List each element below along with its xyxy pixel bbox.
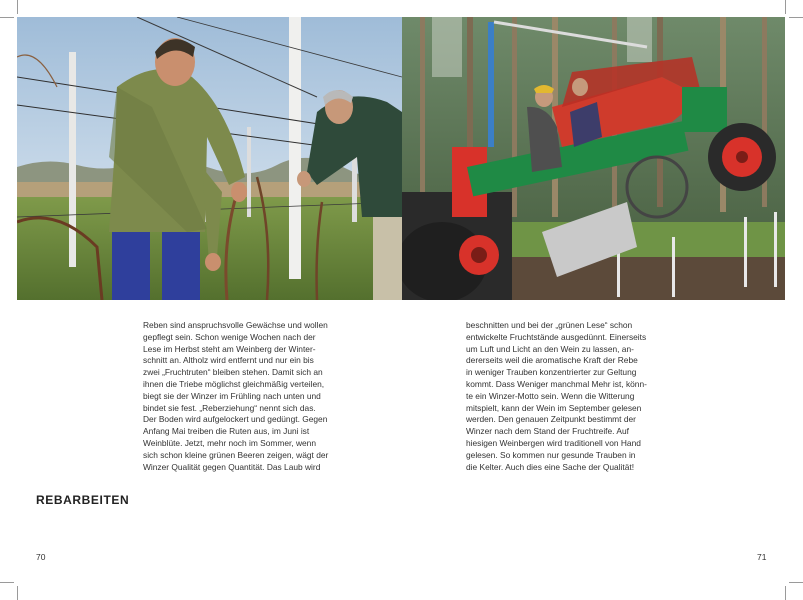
crop-mark (785, 586, 786, 600)
page-number-left: 70 (36, 552, 46, 562)
body-paragraph: beschnitten und bei der „grünen Lese“ schon entwickelte Fruchtstände ausgedünnt. Einerseits um Luft und Licht an den Wein zu lassen, an- dererseits weil die aromatische Kraft der Rebe in weniger Trauben konzentrierter zur Geltung kommt. Dass Weniger manchmal Mehr ist, könn- te ein Winzer-Motto sein. Wenn die Witterung mitspielt, kann der Wein im September gelesen werden. Den genauen Zeitpunkt bestimmt der Winzer nach dem Stand der Fruchtreife. Auf hiesigen Weinbergen wird traditionell von Hand gelesen. So kommen nur gesunde Trauben in die Kelter. Auch dies eine Sache der Qualität! (466, 320, 647, 472)
body-text-column-right (466, 320, 662, 473)
crop-mark (789, 582, 803, 583)
crop-mark (17, 0, 18, 14)
page-number-right: 71 (757, 552, 767, 562)
crop-mark (17, 586, 18, 600)
crop-mark (785, 0, 786, 14)
body-text-column-left (143, 320, 339, 473)
body-paragraph: Reben sind anspruchsvolle Gewächse und wollen gepflegt sein. Schon wenige Wochen nach der Lese im Herbst steht am Weinberg der Winter- schnitt an. Altholz wird entfernt und nur ein bis zwei „Fruchtruten“ bleiben stehen. Damit sich an ihnen die Triebe möglichst gleichmäßig verteilen, biegt sie der Winzer im Frühling nach unten und bindet sie fest. „Reberziehung“ nennt sich das. Der Boden wird aufgelockert und gedüngt. Gegen Anfang Mai treiben die Ruten aus, im Juni ist Weinblüte. Jetzt, mehr noch im Sommer, wenn sich schon kleine grünen Beeren zeigen, wägt der Winzer Qualität gegen Quantität. Das Laub wird (143, 320, 329, 472)
photo-vineyard-machine (402, 17, 785, 300)
photo-vine-training (17, 17, 402, 300)
crop-mark (0, 17, 14, 18)
section-heading: REBARBEITEN (36, 493, 130, 507)
crop-mark (0, 582, 14, 583)
crop-mark (789, 17, 803, 18)
